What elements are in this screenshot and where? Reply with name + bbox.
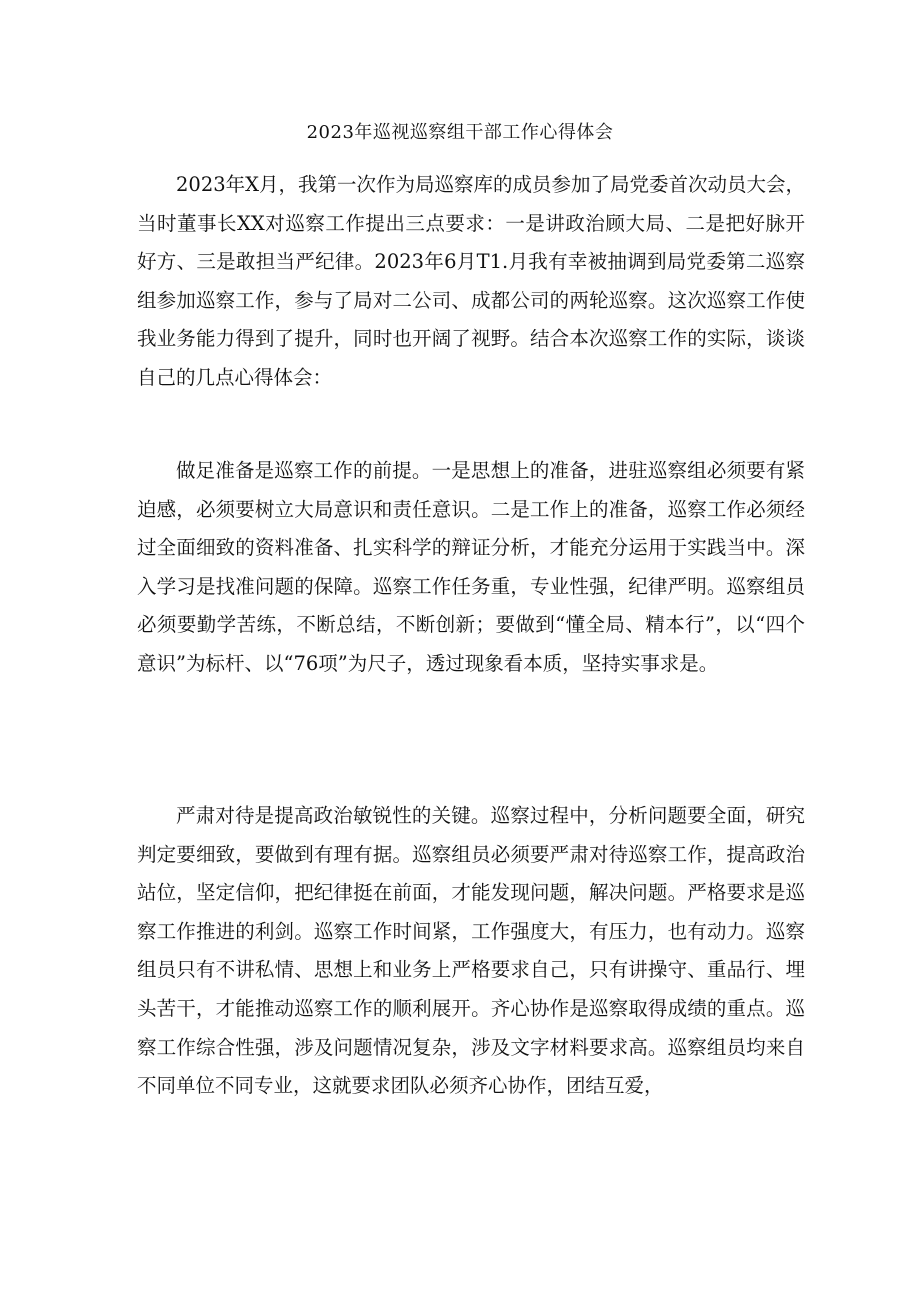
paragraph-2: 做足准备是巡察工作的前提。一是思想上的准备，进驻巡察组必须要有紧迫感，必须要树立大局意识和责任意识。二是工作上的准备，巡察工作必须经过全面细致的资料准备、扎实科学的辩证分析，才能充分运用于实践当中。深入学习是找准问题的保障。巡察工作任务重，专业性强，纪律严明。巡察组员必须要勤学苦练，不断总结，不断创新；要做到“懂全局、精本行”，以“四个意识”为标杆、以“76项”为尺子，透过现象看本质，坚持实事求是。 xyxy=(137,459,805,675)
paragraph-3: 严肃对待是提高政治敏锐性的关键。巡察过程中，分析问题要全面，研究判定要细致，要做到有理有据。巡察组员必须要严肃对待巡察工作，提高政治站位，坚定信仰，把纪律挺在前面，才能发现问题，解决问题。严格要求是巡察工作推进的利剑。巡察工作时间紧，工作强度大，有压力，也有动力。巡察组员只有不讲私情、思想上和业务上严格要求自己，只有讲操守、重品行、埋头苦干，才能推动巡察工作的顺利展开。齐心协作是巡察取得成绩的重点。巡察工作综合性强，涉及问题情况复杂，涉及文字材料要求高。巡察组员均来自不同单位不同专业，这就要求团队必须齐心协作，团结互爱， xyxy=(137,804,805,1098)
paragraph-1: 2023年X月，我第一次作为局巡察库的成员参加了局党委首次动员大会，当时董事长XX对巡察工作提出三点要求：一是讲政治顾大局、二是把好脉开好方、三是敢担当严纪律。2023年6月T1.月我有幸被抽调到局党委第二巡察组参加巡察工作，参与了局对二公司、成都公司的两轮巡察。这次巡察工作使我业务能力得到了提升，同时也开阔了视野。结合本次巡察工作的实际，谈谈自己的几点心得体会： xyxy=(137,173,806,389)
document-title: 2023年巡视巡察组干部工作心得体会 xyxy=(306,122,614,143)
